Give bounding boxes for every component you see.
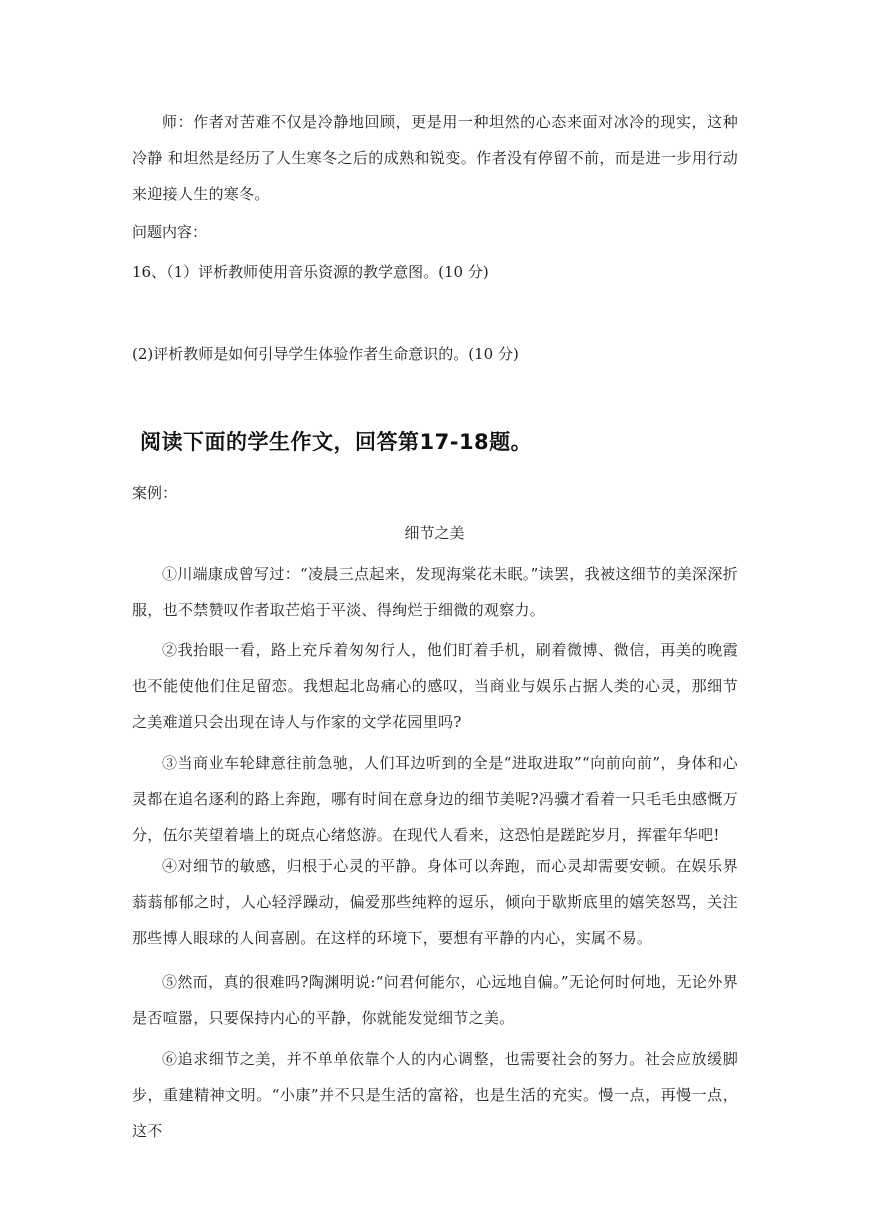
essay-paragraph-5: ⑤然而，真的很难吗?陶渊明说:“问君何能尔，心远地自偏。”无论何时何地，无论外界是否喧嚣，只要保持内心的平静，你就能发觉细节之美。	[132, 973, 738, 1027]
essay-paragraph-1: ①川端康成曾写过：“凌晨三点起来，发现海棠花未眠。”读罢，我被这细节的美深深折服，也不禁赞叹作者取芒焰于平淡、得绚烂于细微的观察力。	[132, 565, 738, 619]
essay-title: 细节之美	[404, 524, 465, 542]
essay-paragraph-3: ③当商业车轮肆意往前急驰，人们耳边听到的全是“进取进取”“向前向前”，身体和心灵都在追名逐利的路上奔跑，哪有时间在意身边的细节美呢?冯骥才看着一只毛毛虫感慨万分，伍尔芙望着墙上的斑点心绪悠游。在现代人看来，这恐怕是蹉跎岁月，挥霍年华吧!	[132, 754, 738, 844]
question-label: 问题内容：	[132, 223, 208, 241]
essay-paragraph-6: ⑥追求细节之美，并不单单依靠个人的内心调整，也需要社会的努力。社会应放缓脚步，重建精神文明。“小康”并不只是生活的富裕，也是生活的充实。慢一点，再慢一点，这不	[132, 1050, 738, 1140]
teacher-paragraph: 师：作者对苦难不仅是冷静地回顾，更是用一种坦然的心态来面对冰冷的现实，这种冷静 和坦然是经历了人生寒冬之后的成熟和锐变。作者没有停留不前，而是进一步用行动来迎接人生的寒冬。	[132, 113, 738, 203]
question-16-part-1: 16、（1）评析教师使用音乐资源的教学意图。(10 分)	[132, 263, 489, 281]
question-16-part-2: (2)评析教师是如何引导学生体验作者生命意识的。(10 分)	[132, 345, 519, 363]
essay-paragraph-4: ④对细节的敏感，归根于心灵的平静。身体可以奔跑，而心灵却需要安顿。在娱乐界蓊蓊郁郁之时，人心轻浮躁动，偏爱那些纯粹的逗乐，倾向于歇斯底里的嬉笑怒骂，关注那些博人眼球的人间喜剧。在这样的环境下，要想有平静的内心，实属不易。	[132, 857, 738, 947]
section-heading: 阅读下面的学生作文，回答第17-18题。	[140, 430, 533, 454]
case-label: 案例：	[132, 484, 178, 502]
essay-paragraph-2: ②我抬眼一看，路上充斥着匆匆行人，他们盯着手机，刷着微博、微信，再美的晚霞也不能使他们住足留恋。我想起北岛痛心的感叹，当商业与娱乐占据人类的心灵，那细节之美难道只会出现在诗人与作家的文学花园里吗?	[132, 641, 738, 731]
